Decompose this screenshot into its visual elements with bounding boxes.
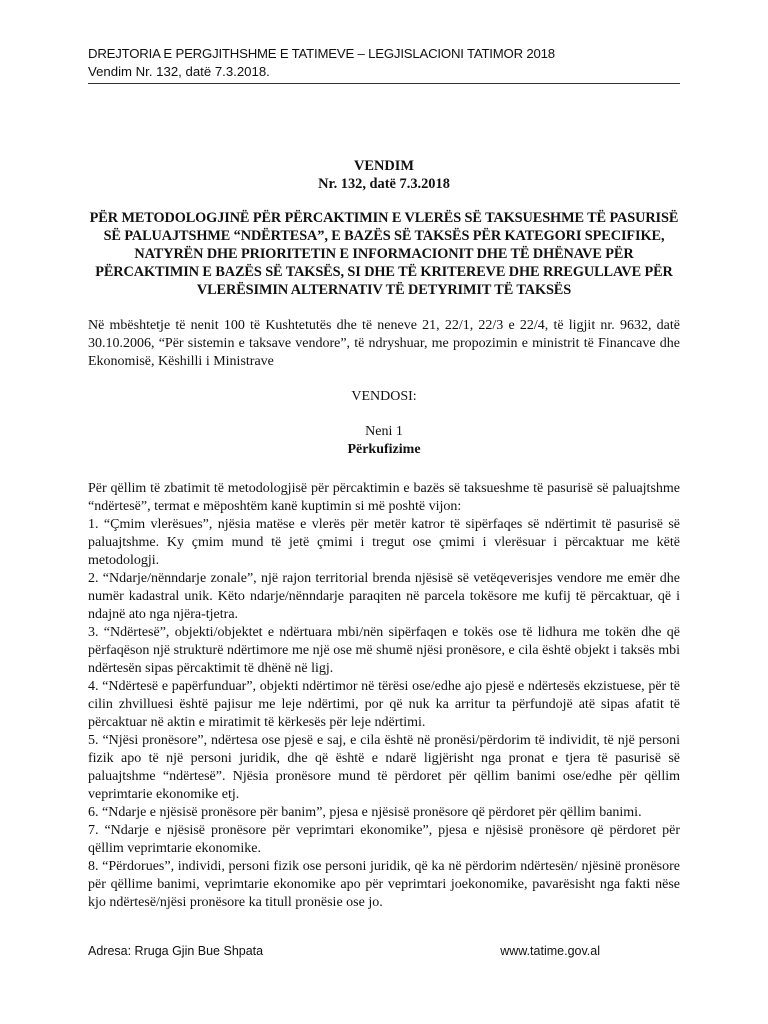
definition-item: 6. “Ndarje e njësisë pronësore për banim”, pjesa e njësisë pronësore që përdoret për qëllim banimi. (88, 805, 642, 820)
definition-item: 1. “Çmim vlerësues”, njësia matëse e vlerës për metër katror të sipërfaqes së ndërtimit të pasurisë së paluajtshme. Ky çmim mund të jetë çmimi i tregut ose çmimi i vlerësuar i përcaktuar me këtë metodologji. (88, 517, 680, 568)
document-title: PËR METODOLOGJINË PËR PËRCAKTIMIN E VLERËS SË TAKSUESHME TË PASURISË SË PALUAJTSHME “NDËRTESA”, E BAZËS SË TAKSËS PËR KATEGORI SPECIFIKE, NATYRËN DHE PRIORITETIN E INFORMACIONIT DHE TË DHËNAVE PËR PËRCAKTIMIN E BAZËS SË TAKSËS, SI DHE TË KRITEREVE DHE RREGULLAVE PËR VLERËSIMIN ALTERNATIV TË DETYRIMIT TË TAKSËS (89, 210, 679, 298)
footer-address: Adresa: Rruga Gjin Bue Shpata (88, 944, 264, 958)
definition-item: 3. “Ndërtesë”, objekti/objektet e ndërtuara mbi/nën sipërfaqen e tokës ose të lidhura me tokën dhe që përfaqëson një strukturë ndërtimore me një ose më shumë njësi pronësore, e cila është objekt i taksës mbi ndërtesën sipas përcaktimit të dhënë në ligj. (88, 625, 680, 676)
page-header (88, 45, 680, 81)
definition-item: 7. “Ndarje e njësisë pronësore për veprimtari ekonomike”, pjesa e njësisë pronësore që përdoret për qëllim veprimtarie ekonomike. (88, 823, 680, 856)
page-footer (88, 944, 680, 962)
definition-item: 4. “Ndërtesë e papërfunduar”, objekti ndërtimor në tërësi ose/edhe ajo pjesë e ndërtesës ekzistuese, për të cilin zhvilluesi është pajisur me leje ndërtimi, por që nuk ka arritur ta përfundojë atë sipas afatit të përcaktuar në aktin e miratimit të kërkesës për leje ndërtimi. (88, 679, 680, 730)
header-divider (88, 83, 680, 84)
header-decision-line: Vendim Nr. 132, datë 7.3.2018. (88, 64, 270, 79)
header-agency-line: DREJTORIA E PERGJITHSHME E TATIMEVE – LEGJISLACIONI TATIMOR 2018 (88, 46, 555, 61)
document-body (88, 157, 680, 912)
article-title: Përkufizime (347, 442, 421, 457)
document-heading: VENDIM (354, 158, 414, 174)
legal-basis-paragraph: Në mbështetje të nenit 100 të Kushtetutës dhe të neneve 21, 22/1, 22/3 e 22/4, të ligjit nr. 9632, datë 30.10.2006, “Për sistemin e taksave vendore”, të ndryshuar, me propozimin e ministrit të Financave dhe Ekonomisë, Këshilli i Ministrave (88, 318, 680, 369)
footer-website: www.tatime.gov.al (500, 944, 600, 958)
definition-item: 2. “Ndarje/nënndarje zonale”, një rajon territorial brenda njësisë së vetëqeverisjes vendore me emër dhe numër kadastral unik. Këto ndarje/nënndarje paraqiten në parcela tokësore me kufij të përcaktuar, që i ndajnë ato nga njëra-tjetra. (88, 571, 680, 622)
definition-item: 5. “Njësi pronësore”, ndërtesa ose pjesë e saj, e cila është në pronësi/përdorim të individit, të një personi fizik apo të një personi juridik, dhe që është e ndarë ligjërisht nga pronat e tjera të pasurisë së paluajtshme “ndërtesë”. Njësia pronësore mund të përdoret për qëllim banimi ose/edhe për qëllim veprimtarie ekonomike etj. (88, 733, 680, 802)
definitions-lead: Për qëllim të zbatimit të metodologjisë për përcaktimin e bazës së taksueshme të pasurisë së paluajtshme “ndërtesë”, termat e mëposhtëm kanë kuptimin si më poshtë vijon: (88, 481, 680, 514)
decides-heading: VENDOSI: (351, 389, 417, 404)
decision-number: Nr. 132, datë 7.3.2018 (318, 176, 450, 192)
definition-item: 8. “Përdorues”, individi, personi fizik ose personi juridik, që ka në përdorim ndërtesën/ njësinë pronësore për qëllime banimi, veprimtarie ekonomike apo për veprimtari joekonomike, pavarësisht nga fakti nëse kjo ndërtesë/njësi pronësore ka titull pronësie ose jo. (88, 859, 680, 910)
article-number: Neni 1 (365, 424, 403, 439)
